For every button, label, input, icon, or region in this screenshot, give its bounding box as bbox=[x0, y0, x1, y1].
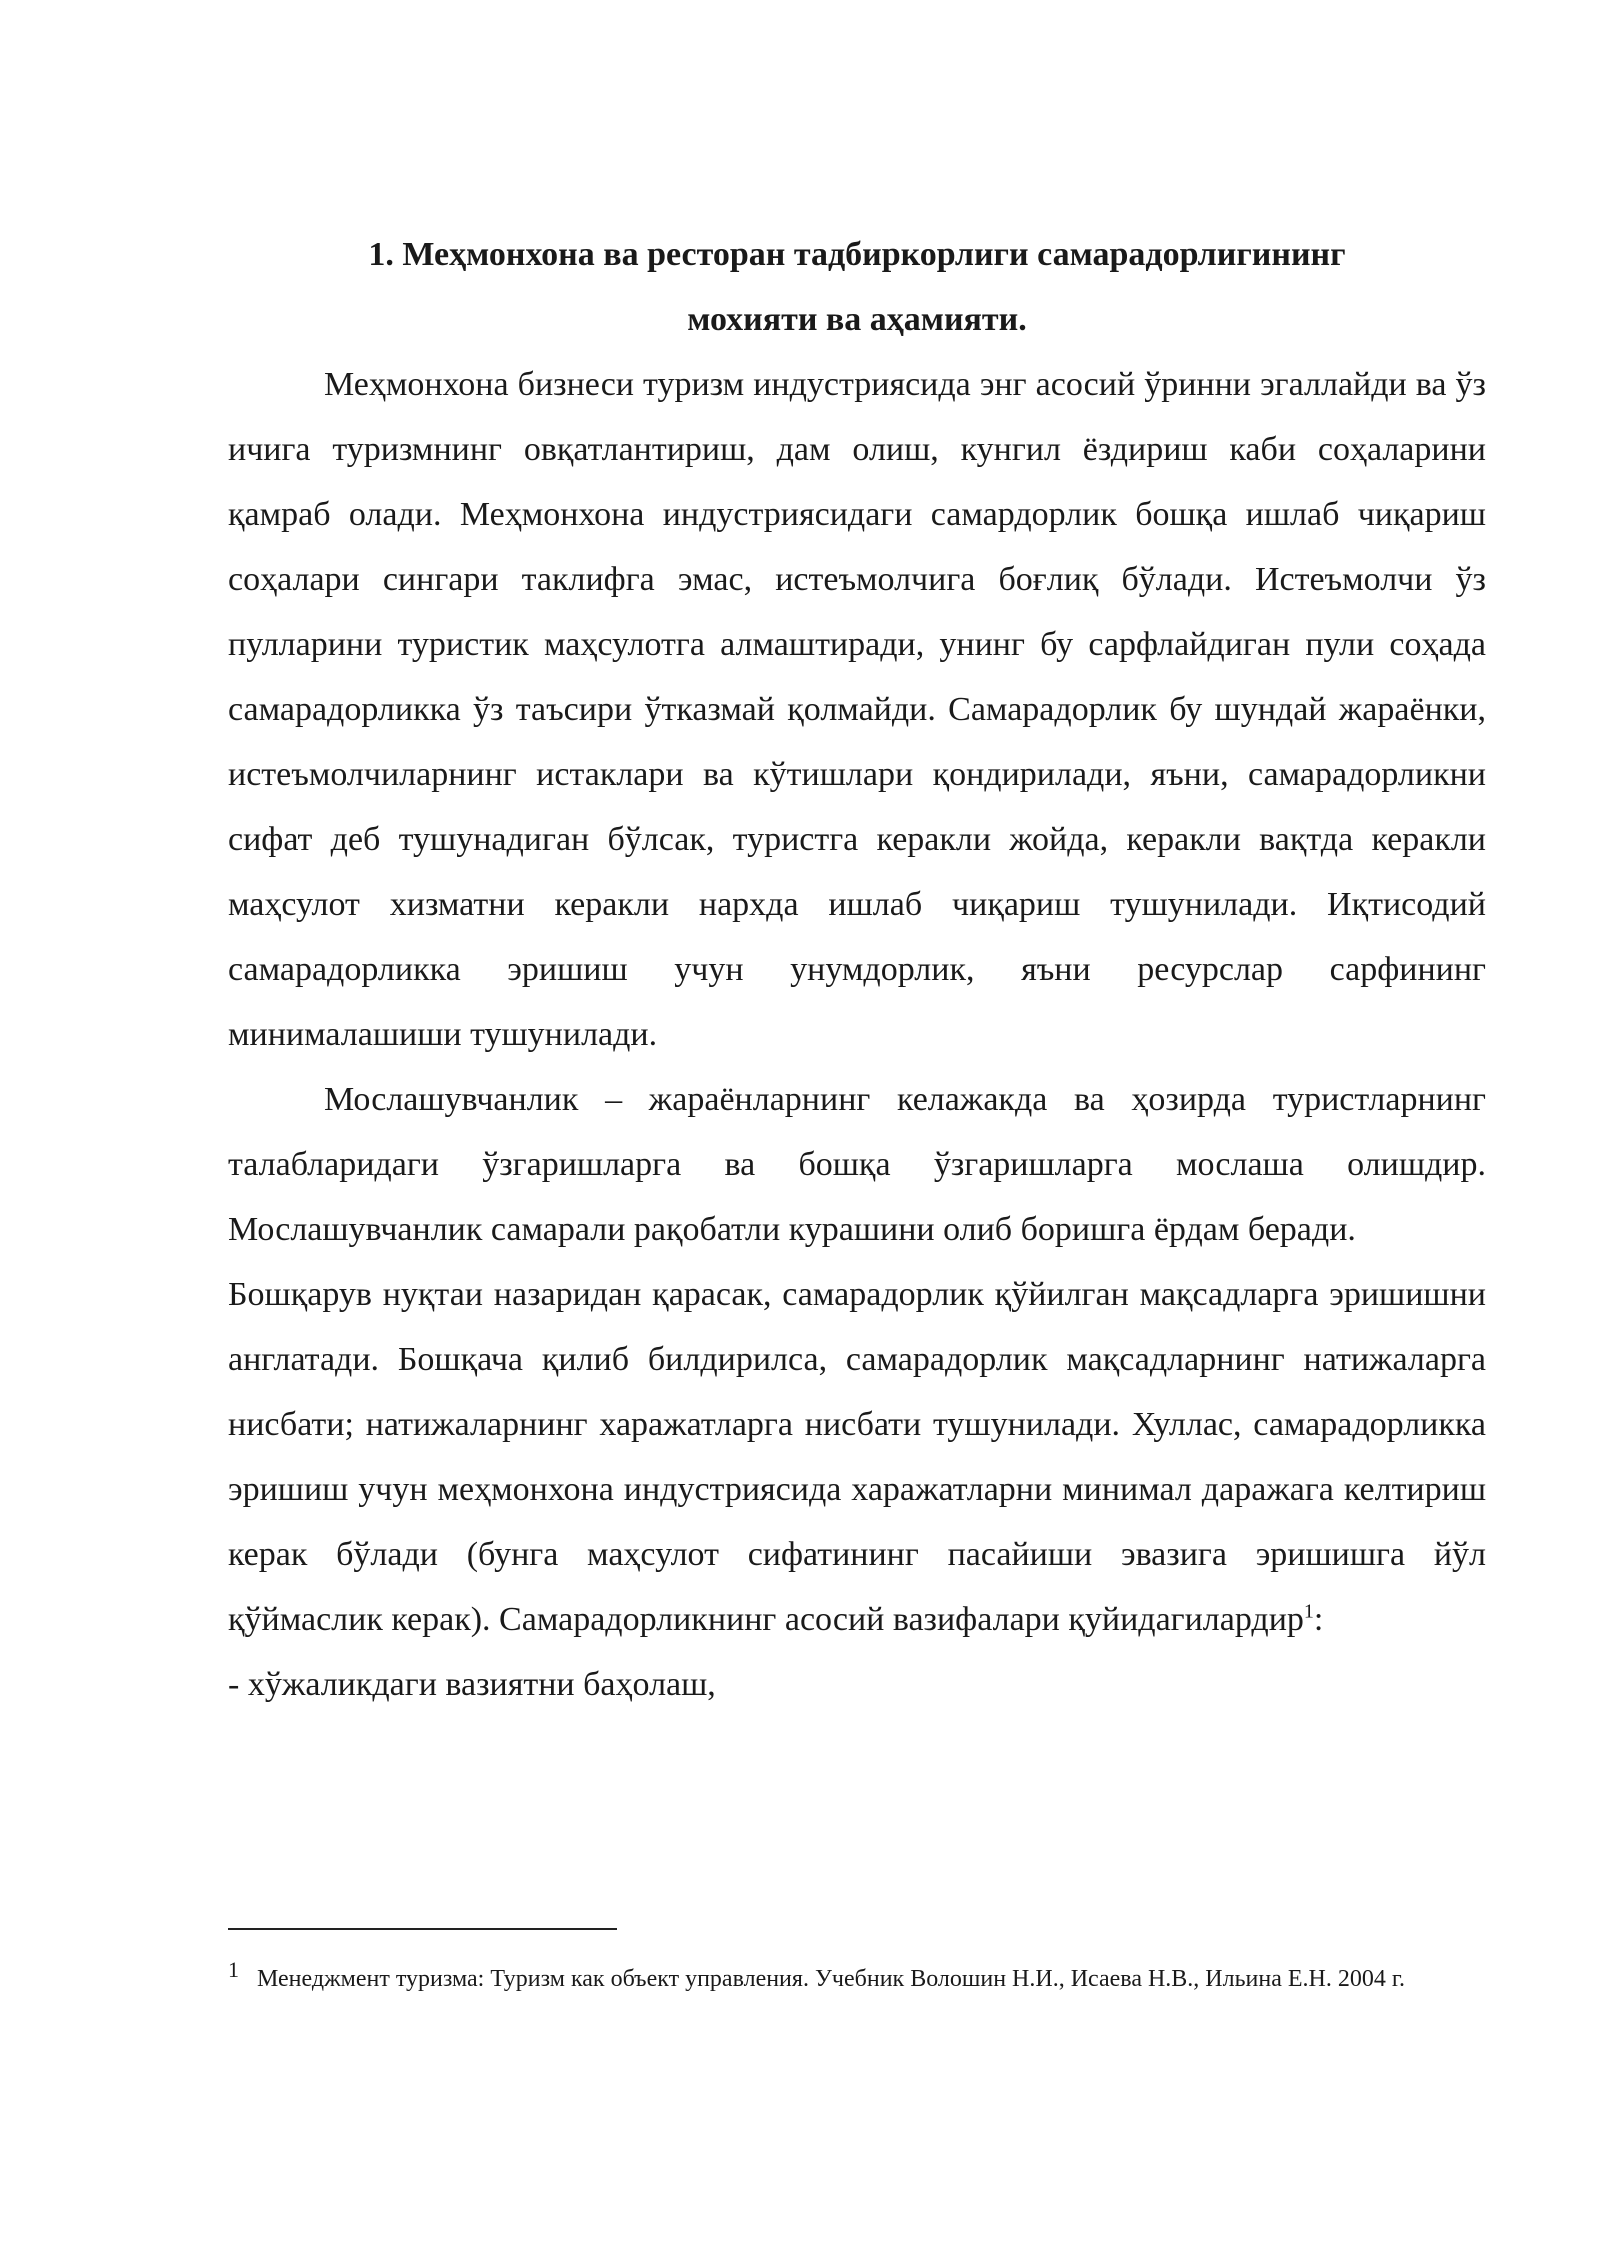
paragraph-3 bbox=[228, 1262, 1486, 1652]
document-body bbox=[228, 222, 1486, 1717]
paragraph-3-tail: : bbox=[1313, 1601, 1324, 1638]
paragraph-3-text: Бошқарув нуқтаи назаридан қарасак, самарадорлик қўйилган мақсадларга эришишни англатади. Бошқача қилиб билдирилса, самарадорлик мақсадларнинг натижаларга нисбати; натижаларнинг харажатларга нисбати тушунилади. Хуллас, самарадорликка эришиш учун меҳмонхона индустриясида харажатларни минимал даражага келтириш керак бўлади (бунга маҳсулот сифатининг пасайиши эвазига эришишга йўл қўймаслик керак). Самарадорликнинг асосий вазифалари қуйидагилардир bbox=[228, 1276, 1486, 1638]
section-title-line-1: 1. Меҳмонхона ва ресторан тадбиркорлиги самарадорлигининг bbox=[368, 236, 1346, 273]
footnote-separator bbox=[228, 1928, 617, 1930]
paragraph-2: Мослашувчанлик – жараёнларнинг келажакда ва ҳозирда туристларнинг талабларидаги ўзгаришларга ва бошқа ўзгаришларга мослаша олишдир. Мослашувчанлик самарали рақобатли курашини олиб боришга ёрдам беради. bbox=[228, 1081, 1486, 1248]
footnote bbox=[228, 1944, 1486, 2014]
footnote-text: Менеджмент туризма: Туризм как объект управления. Учебник Волошин Н.И., Исаева Н.В., Ильина Е.Н. 2004 г. bbox=[257, 1966, 1406, 1992]
list-item: - хўжаликдаги вазиятни баҳолаш, bbox=[228, 1666, 716, 1703]
footnote-number: 1 bbox=[228, 1957, 239, 1982]
section-title-line-2: мохияти ва аҳамияти. bbox=[687, 301, 1027, 338]
paragraph-1: Меҳмонхона бизнеси туризм индустриясида энг асосий ўринни эгаллайди ва ўз ичига туризмнинг овқатлантириш, дам олиш, кунгил ёздириш каби соҳаларини қамраб олади. Меҳмонхона индустриясидаги самардорлик бошқа ишлаб чиқариш соҳалари сингари таклифга эмас, истеъмолчига боғлиқ бўлади. Истеъмолчи ўз пулларини туристик маҳсулотга алмаштиради, унинг бу сарфлайдиган пули соҳада самарадорликка ўз таъсири ўтказмай қолмайди. Самарадорлик бу шундай жараёнки, истеъмолчиларнинг истаклари ва кўтишлари қондирилади, яъни, самарадорликни сифат деб тушунадиган бўлсак, туристга керакли жойда, керакли вақтда керакли маҳсулот хизматни керакли нархда ишлаб чиқариш тушунилади. Иқтисодий самарадорликка эришиш учун унумдорлик, яъни ресурслар сарфининг минималашиши тушунилади. bbox=[228, 366, 1486, 1053]
footnote-reference[interactable]: 1 bbox=[1303, 1600, 1314, 1623]
